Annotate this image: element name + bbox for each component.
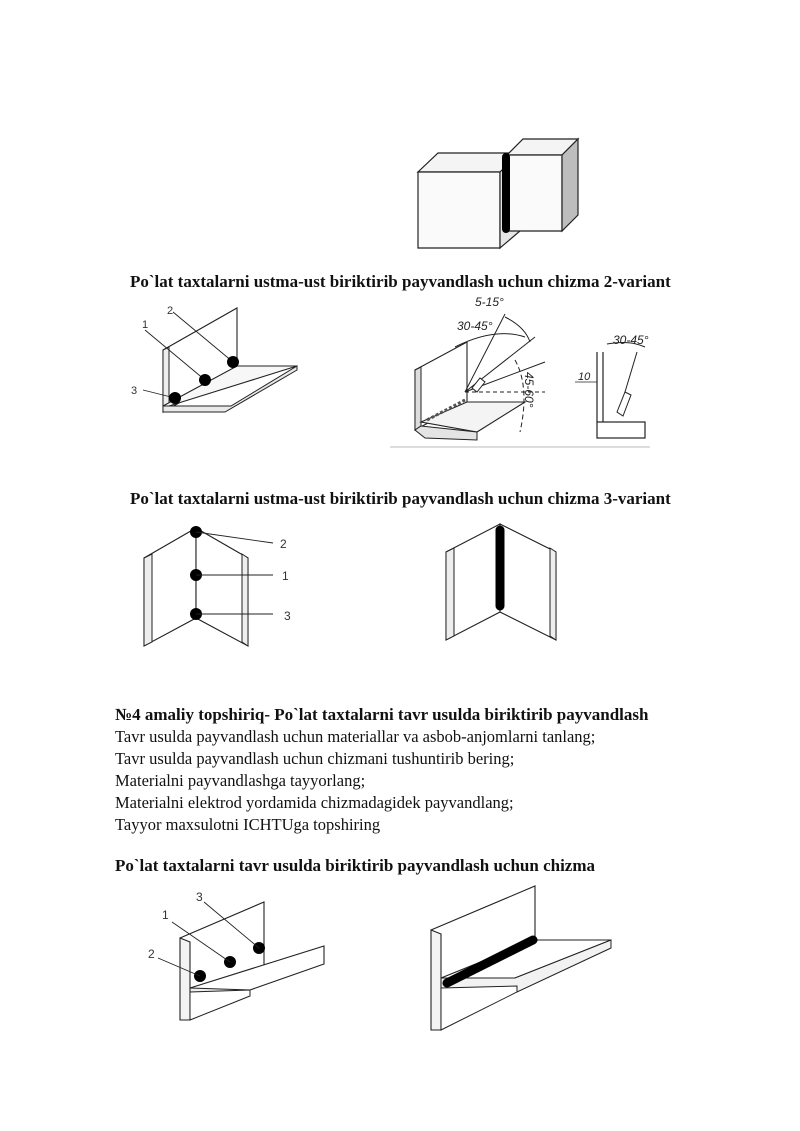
- angle-label: 30-45°: [457, 319, 493, 333]
- callout-label: 2: [148, 947, 155, 961]
- angle-label: 10: [578, 371, 591, 383]
- butt-joint-figure: [410, 135, 585, 255]
- tavr-seam-figure: [425, 880, 615, 1035]
- variant2-corner-figure: [125, 300, 305, 420]
- heading-variant-2: Po`lat taxtalarni ustma-ust biriktirib payvandlash uchun chizma 2-variant: [130, 272, 671, 291]
- weld-point: [169, 392, 181, 404]
- task-title: №4 amaliy topshiriq- Po`lat taxtalarni tavr usulda biriktirib payvandlash: [115, 705, 649, 724]
- electrode-angle-figure: [385, 292, 660, 454]
- angle-label: 45-60°: [522, 372, 536, 408]
- task-step: Tavr usulda payvandlash uchun chizmani tushuntirib bering;: [115, 749, 515, 768]
- callout-label: 3: [196, 890, 203, 904]
- tavr-points-figure: [142, 888, 332, 1028]
- callout-label: 1: [282, 569, 289, 583]
- angle-label: 30-45°: [613, 333, 649, 347]
- callout-label: 1: [142, 319, 149, 331]
- heading-tavr: Po`lat taxtalarni tavr usulda biriktirib payvandlash uchun chizma: [115, 856, 596, 875]
- variant3-seam-figure: [440, 518, 565, 643]
- weld-point: [227, 356, 239, 368]
- task-step: Materialni elektrod yordamida chizmadagidek payvandlang;: [115, 793, 514, 812]
- angle-label: 5-15°: [475, 295, 504, 309]
- task-steps: [115, 726, 595, 836]
- heading-variant-3: Po`lat taxtalarni ustma-ust biriktirib payvandlash uchun chizma 3-variant: [130, 489, 671, 508]
- task-step: Materialni payvandlashga tayyorlang;: [115, 771, 366, 790]
- callout-label: 3: [284, 609, 291, 623]
- callout-label: 2: [167, 305, 174, 317]
- callout-label: 3: [131, 385, 138, 397]
- callout-label: 2: [280, 537, 287, 551]
- callout-label: 1: [162, 908, 169, 922]
- weld-point: [199, 374, 211, 386]
- task-step: Tayyor maxsulotni ICHTUga topshiring: [115, 815, 381, 834]
- variant3-points-figure: [138, 518, 308, 650]
- task-step: Tavr usulda payvandlash uchun materiallar va asbob-anjomlarni tanlang;: [115, 727, 596, 746]
